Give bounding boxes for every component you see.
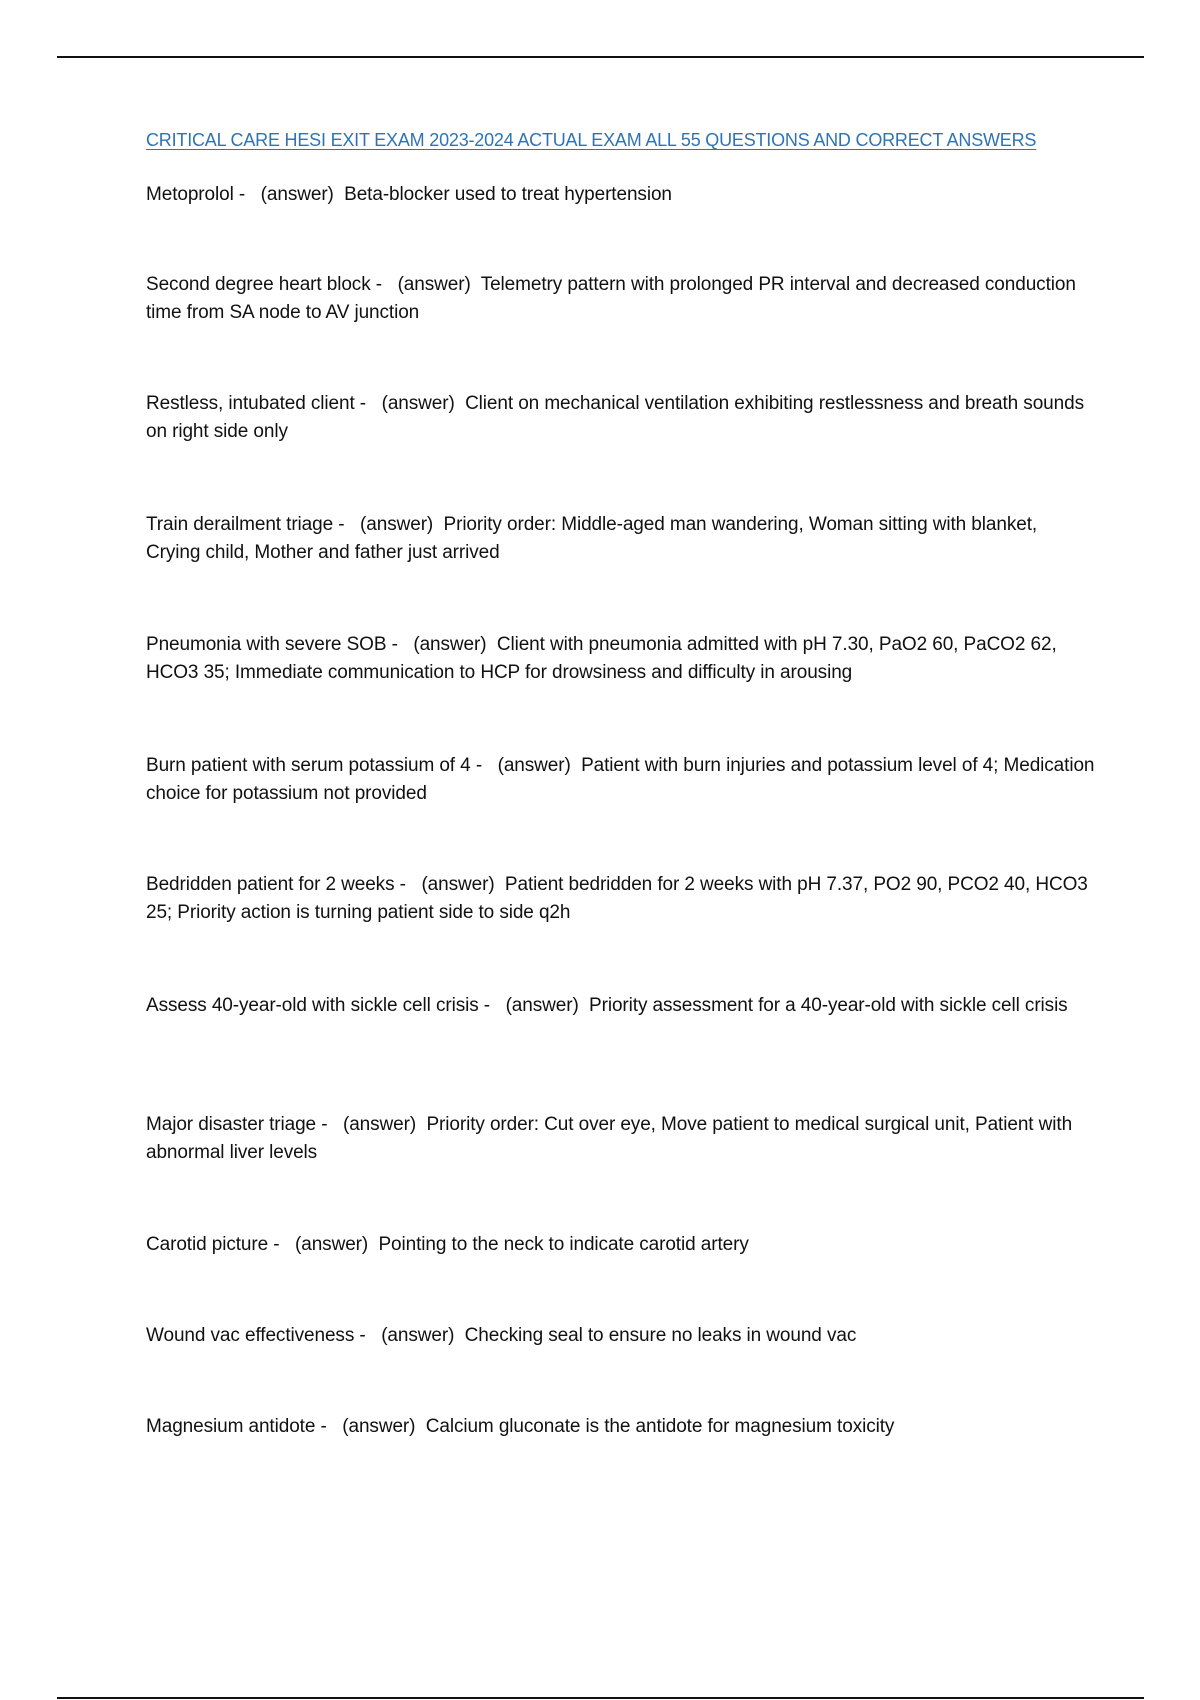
entry-term: Metoprolol - xyxy=(146,184,246,205)
entry-answer: Beta-blocker used to treat hypertension xyxy=(344,184,672,205)
qa-entry xyxy=(146,1413,1096,1441)
answer-tag: (answer) xyxy=(413,634,487,655)
qa-entry xyxy=(146,1111,1096,1167)
entry-term: Second degree heart block - xyxy=(146,274,383,295)
entry-term: Bedridden patient for 2 weeks - xyxy=(146,874,406,895)
entry-answer: Calcium gluconate is the antidote for magnesium toxicity xyxy=(425,1416,895,1437)
entry-term: Carotid picture - xyxy=(146,1234,280,1255)
qa-entry xyxy=(146,631,1096,687)
qa-entry xyxy=(146,390,1096,446)
answer-tag: (answer) xyxy=(421,874,495,895)
answer-tag: (answer) xyxy=(497,755,571,776)
entry-answer: Telemetry pattern with prolonged PR interval and decreased conduction time from SA node to AV junction xyxy=(146,274,1076,323)
answer-tag: (answer) xyxy=(295,1234,369,1255)
answer-tag: (answer) xyxy=(381,393,455,414)
answer-tag: (answer) xyxy=(360,514,434,535)
entry-answer: Priority order: Middle-aged man wandering, Woman sitting with blanket, Crying child, Mother and father just arrived xyxy=(146,514,1038,563)
entry-term: Restless, intubated client - xyxy=(146,393,367,414)
header-rule xyxy=(57,56,1144,58)
answer-tag: (answer) xyxy=(342,1114,417,1135)
entry-term: Wound vac effectiveness - xyxy=(146,1325,366,1346)
entry-answer: Patient bedridden for 2 weeks with pH 7.37, PO2 90, PCO2 40, HCO3 25; Priority action is turning patient side to side q2h xyxy=(146,874,1088,923)
entry-answer: Priority assessment for a 40-year-old with sickle cell crisis xyxy=(589,995,1068,1016)
answer-tag: (answer) xyxy=(381,1325,455,1346)
document-title[interactable]: CRITICAL CARE HESI EXIT EXAM 2023-2024 ACTUAL EXAM ALL 55 QUESTIONS AND CORRECT ANSWERS xyxy=(146,130,1037,150)
answer-tag: (answer) xyxy=(397,274,471,295)
entry-answer: Patient with burn injuries and potassium level of 4; Medication choice for potassium not provided xyxy=(146,755,1095,804)
entry-answer: Client with pneumonia admitted with pH 7.30, PaO2 60, PaCO2 62, HCO3 35; Immediate communication to HCP for drowsiness and difficulty in arousing xyxy=(146,634,1057,683)
qa-entry xyxy=(146,752,1096,808)
answer-tag: (answer) xyxy=(260,184,334,205)
answer-tag: (answer) xyxy=(505,995,579,1016)
entry-answer: Priority order: Cut over eye, Move patient to medical surgical unit, Patient with abnormal liver levels xyxy=(146,1114,1073,1163)
qa-entry xyxy=(146,511,1096,567)
entry-term: Train derailment triage - xyxy=(146,514,345,535)
answer-tag: (answer) xyxy=(342,1416,416,1437)
qa-entry xyxy=(146,181,1096,209)
entry-answer: Checking seal to ensure no leaks in wound vac xyxy=(464,1325,857,1346)
qa-entry xyxy=(146,1231,1096,1259)
qa-entry xyxy=(146,271,1096,327)
entry-answer: Client on mechanical ventilation exhibiting restlessness and breath sounds on right side only xyxy=(146,393,1084,442)
entry-term: Major disaster triage - xyxy=(146,1114,328,1135)
qa-entry xyxy=(146,1322,1096,1350)
entry-answer: Pointing to the neck to indicate carotid artery xyxy=(378,1234,749,1255)
entry-term: Burn patient with serum potassium of 4 - xyxy=(146,755,483,776)
entry-term: Pneumonia with severe SOB - xyxy=(146,634,398,655)
footer-rule xyxy=(57,1697,1144,1699)
qa-entry xyxy=(146,871,1096,927)
entry-term: Assess 40-year-old with sickle cell crisis - xyxy=(146,995,491,1016)
entry-term: Magnesium antidote - xyxy=(146,1416,327,1437)
qa-entry xyxy=(146,992,1096,1020)
